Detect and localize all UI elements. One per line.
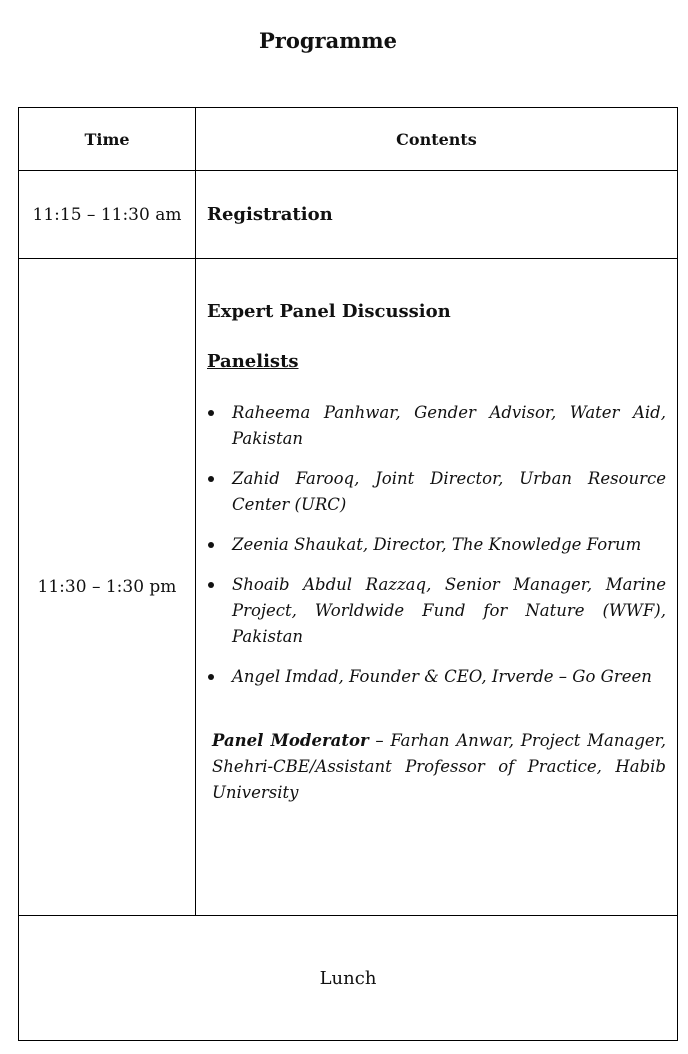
bullet-icon (208, 674, 214, 680)
table-header-row (19, 108, 678, 171)
time-column-header: Time (19, 108, 196, 171)
bullet-icon (208, 476, 214, 482)
panel-moderator (207, 728, 666, 806)
lunch-cell: Lunch (19, 916, 678, 1041)
list-item (207, 664, 666, 690)
list-item (207, 400, 666, 452)
bullet-icon (208, 582, 214, 588)
panel-time: 11:30 – 1:30 pm (19, 259, 196, 916)
panel-contents (196, 259, 678, 916)
list-item (207, 532, 666, 558)
panel-row (19, 259, 678, 916)
panelist-text: Zeenia Shaukat, Director, The Knowledge Forum (232, 535, 642, 554)
lunch-row (19, 916, 678, 1041)
panelist-text: Shoaib Abdul Razzaq, Senior Manager, Marine Project, Worldwide Fund for Nature (WWF), Pakistan (232, 575, 666, 646)
list-item (207, 572, 666, 650)
panel-title: Expert Panel Discussion (207, 301, 451, 322)
panelists-heading: Panelists (207, 351, 299, 372)
page-title: Programme (258, 28, 398, 53)
contents-column-header: Contents (196, 108, 678, 171)
panelists-list (207, 400, 666, 690)
registration-row (19, 171, 678, 259)
programme-table (18, 107, 678, 1041)
moderator-label: Panel Moderator (212, 731, 369, 750)
moderator-text: – Farhan Anwar, Project Manager, Shehri-CBE/Assistant Professor of Practice, Habib University (212, 731, 666, 802)
panelist-text: Angel Imdad, Founder & CEO, Irverde – Go Green (232, 667, 652, 686)
registration-time: 11:15 – 11:30 am (19, 171, 196, 259)
list-item (207, 466, 666, 518)
registration-contents: Registration (196, 171, 678, 259)
panelist-text: Zahid Farooq, Joint Director, Urban Resource Center (URC) (232, 469, 666, 514)
bullet-icon (208, 542, 214, 548)
bullet-icon (208, 410, 214, 416)
panelist-text: Raheema Panhwar, Gender Advisor, Water Aid, Pakistan (232, 403, 666, 448)
